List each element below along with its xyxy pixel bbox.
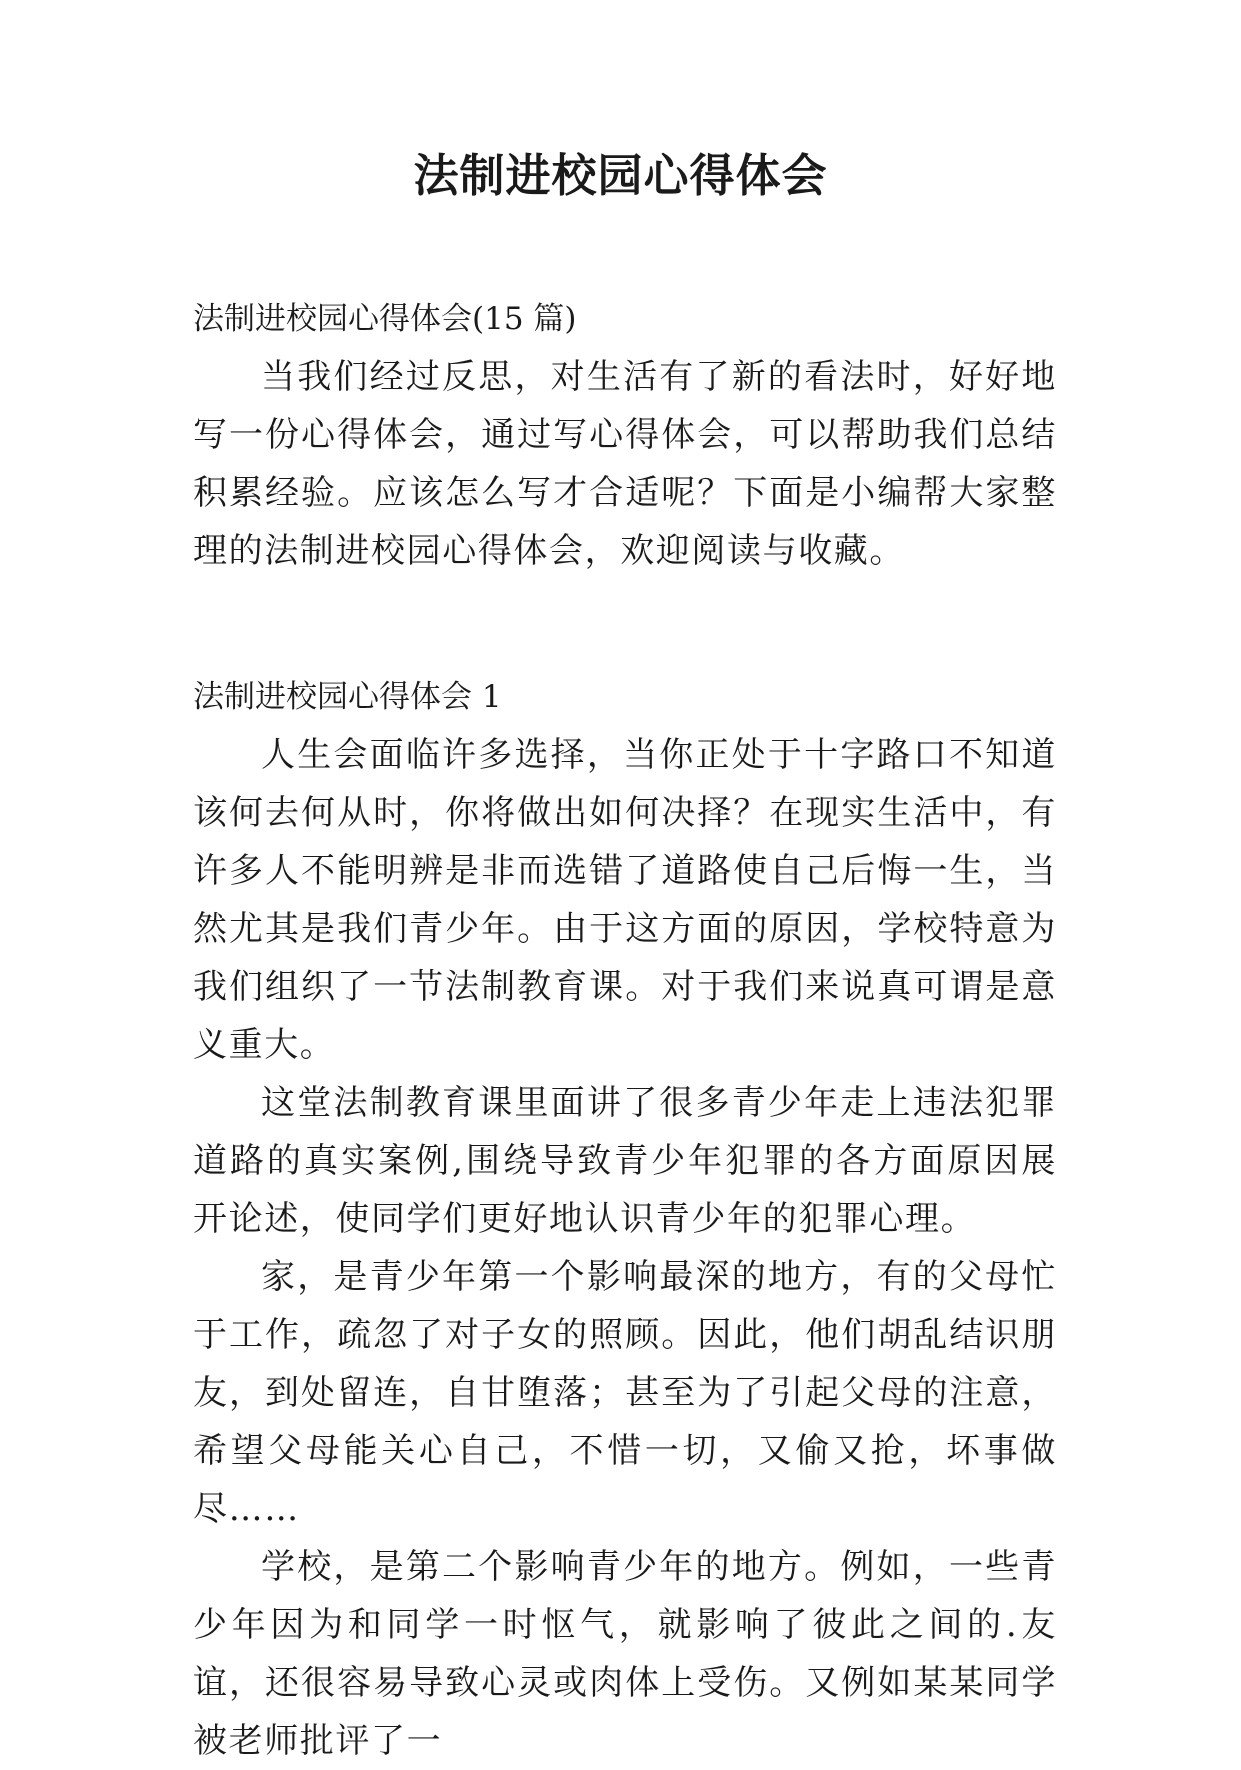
- body-paragraph: 这堂法制教育课里面讲了很多青少年走上违法犯罪道路的真实案例,围绕导致青少年犯罪的各方面原因展开论述，使同学们更好地认识青少年的犯罪心理。: [193, 1083, 1057, 1239]
- intro-paragraph: 当我们经过反思，对生活有了新的看法时，好好地写一份心得体会，通过写心得体会，可以帮助我们总结积累经验。应该怎么写才合适呢？下面是小编帮大家整理的法制进校园心得体会，欢迎阅读与收藏。: [193, 357, 1057, 571]
- body-paragraph: 家，是青少年第一个影响最深的地方，有的父母忙于工作，疏忽了对子女的照顾。因此，他们胡乱结识朋友，到处留连，自甘堕落；甚至为了引起父母的注意，希望父母能关心自己，不惜一切，又偷又抢，坏事做尽……: [193, 1257, 1057, 1529]
- document-title: 法制进校园心得体会: [413, 149, 828, 202]
- document-body: [193, 290, 1057, 1770]
- body-paragraph: 学校，是第二个影响青少年的地方。例如，一些青少年因为和同学一时怄气，就影响了彼此之间的.友谊，还很容易导致心灵或肉体上受伤。又例如某某同学被老师批评了一: [193, 1547, 1057, 1761]
- intro-heading: 法制进校园心得体会(15 篇): [193, 301, 577, 337]
- section-heading: 法制进校园心得体会 1: [193, 679, 502, 715]
- section-spacer: [193, 580, 1057, 668]
- body-paragraph: 人生会面临许多选择，当你正处于十字路口不知道该何去何从时，你将做出如何决择？在现实生活中，有许多人不能明辨是非而选错了道路使自己后悔一生，当然尤其是我们青少年。由于这方面的原因，学校特意为我们组织了一节法制教育课。对于我们来说真可谓是意义重大。: [193, 735, 1057, 1065]
